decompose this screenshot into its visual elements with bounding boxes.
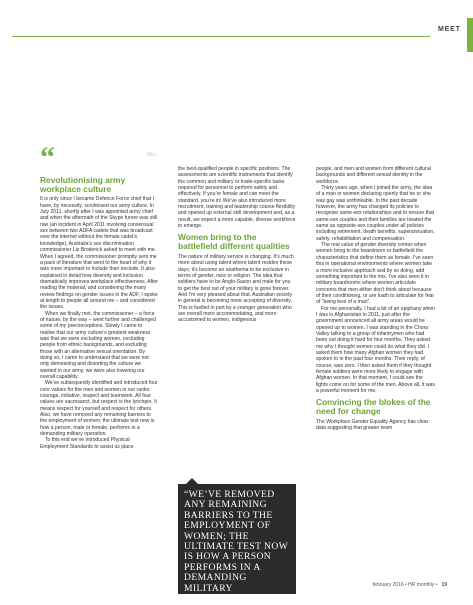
paragraph: We’ve subsequently identified and introduced four core values for the men and women in our ranks: courage, initiative, respect and teamwork. All four values are sacrosanct, but respect is the lynchpin. It means respect for yourself and respect for others. Also, we have removed any remaining barriers to the employment of women; the ultimate test now is how a person, male or female, performs in a demanding military operation. — [40, 380, 158, 438]
column-1 — [40, 176, 158, 450]
heading-revolutionising: Revolutionising army workplace culture — [40, 175, 126, 194]
heading-convincing-blokes: Convincing the blokes of the need for change — [316, 397, 431, 417]
section-label: MEET — [438, 26, 461, 33]
column-2 — [178, 166, 296, 324]
paragraph: The Workplace Gender Equality Agency has clear data suggesting that greater team — [316, 418, 429, 432]
section-tab — [467, 18, 473, 52]
paragraph: The nature of military service is changing. It’s much more about using talent where talent resides these days; it’s become an anathema to be exclusive in terms of gender, race or religion. The idea that soldiers have to be Anglo-Saxon and male for you to get the best out of your military is gone forever. And I’m very pleased about that. Australian society in general is becoming more accepting of diversity. This is fuelled in part by a younger generation who are overall more accommodating, and more accustomed to women, indigenous — [178, 253, 294, 324]
paragraph: To this end we’ve introduced Physical Employment Standards to assist us place — [40, 437, 134, 450]
column-3 — [316, 166, 436, 431]
page-footer — [373, 582, 447, 588]
opening-quote-mark: “ — [40, 141, 55, 174]
paragraph: For me personally, I had a bit of an epiphany when I was in Afghanistan in 2011, just after the government announced all army areas would be opened up to women. I was standing in the Chora Valley talking to a group of infantrymen who had been out doing it hard for four months. They asked me why I thought women could do what they did. I asked them how many Afghan women they had spoken to in the past four months. Their reply, of course, was zero. I then asked them if they thought female soldiers were more likely to engage with Afghan women. In that moment, I could see the lights come on for some of the men. Above all, it was a powerful moment for me. — [316, 305, 436, 395]
paragraph: When we finally met, the commissioner – a force of nature, by the way – went further and challenged some of my preconceptions. Slowly I came to realise that our army culture’s greatest weakness was that we were excluding women, excluding people from ethnic backgrounds, and excluding those with an alternative sexual orientation. By doing so, I came to understand that we were not only demeaning and distorting the culture we wanted in our army, we were also lowering our overall capability. — [40, 310, 156, 381]
paragraph: people, and men and women from different cultural backgrounds and different sexual identity in the workforce. — [316, 166, 431, 185]
heading-women-battlefield: Women bring to the battlefield different qualities — [178, 232, 290, 252]
faint-caption: “Wo... — [146, 152, 160, 158]
paragraph: the best-qualified people in specific positions. The assessments are scientific instruments that identify the common and military or trade-specific tasks required for personnel to perform safely and effectively. If you’re female and can meet the standard, you’re in! We’ve also introduced more recruitment, training and leadership course flexibility and opened up external skill development and, as a result, we expect a more capable, diverse workforce to emerge. — [178, 166, 296, 230]
page-number: 19 — [441, 582, 447, 588]
paragraph: It is only since I became Defence Force chief that I have, by necessity, scrutinised our army culture. In July 2011, shortly after I was appointed army chief and when the aftermath of the Skype furore was still raw (an incident in April 2011 involving consensual sex between two ADFA cadets that was broadcast over the internet without the female cadet’s knowledge), Australia’s sex discrimination commissioner Liz Broderick asked to meet with me. When I agreed, the commissioner promptly sent me a pack of literature that went to the heart of why it was more important to include than exclude. It also explained in detail how diversity and inclusion dramatically improves workplace effectiveness. After reading the material, and considering the many review findings on gender issues in the ADF, I spoke at length to people all around me – and considered the issues. — [40, 196, 158, 311]
paragraph: Thirty years ago, when I joined the army, the idea of a man or women declaring openly that he or she was gay was unthinkable. In the past decade however, the army has changed its policies to recognise same-sex relationships and to ensure that same-sex couples and their families are treated the same as opposite-sex couples under all policies including retirement, death benefits, superannuation, safety, rehabilitation and compensation. — [316, 185, 435, 242]
header-rule — [12, 36, 430, 37]
paragraph: The real value of gender diversity comes when women bring to the boardroom or battlefield the characteristics that define them as female. I’ve seen this in operational environments where women take a more inclusive approach and by so doing, add something important to the mix. I’ve also seen it in military boardrooms where women articulate concerns that men either don’t think about because of their conditioning, or are loath to articulate for fear of “being less of a man”. — [316, 242, 435, 306]
footer-issue: february 2016 • HR monthly • — [372, 582, 438, 588]
pullquote-text: “WE’VE REMOVED ANY REMAINING BARRIERS TO THE EMPLOYMENT OF WOMEN; THE ULTIMATE TEST NOW IS HOW A PERSON PERFORMS IN A DEMANDING MILITARY OPERATION.” — [184, 489, 288, 605]
